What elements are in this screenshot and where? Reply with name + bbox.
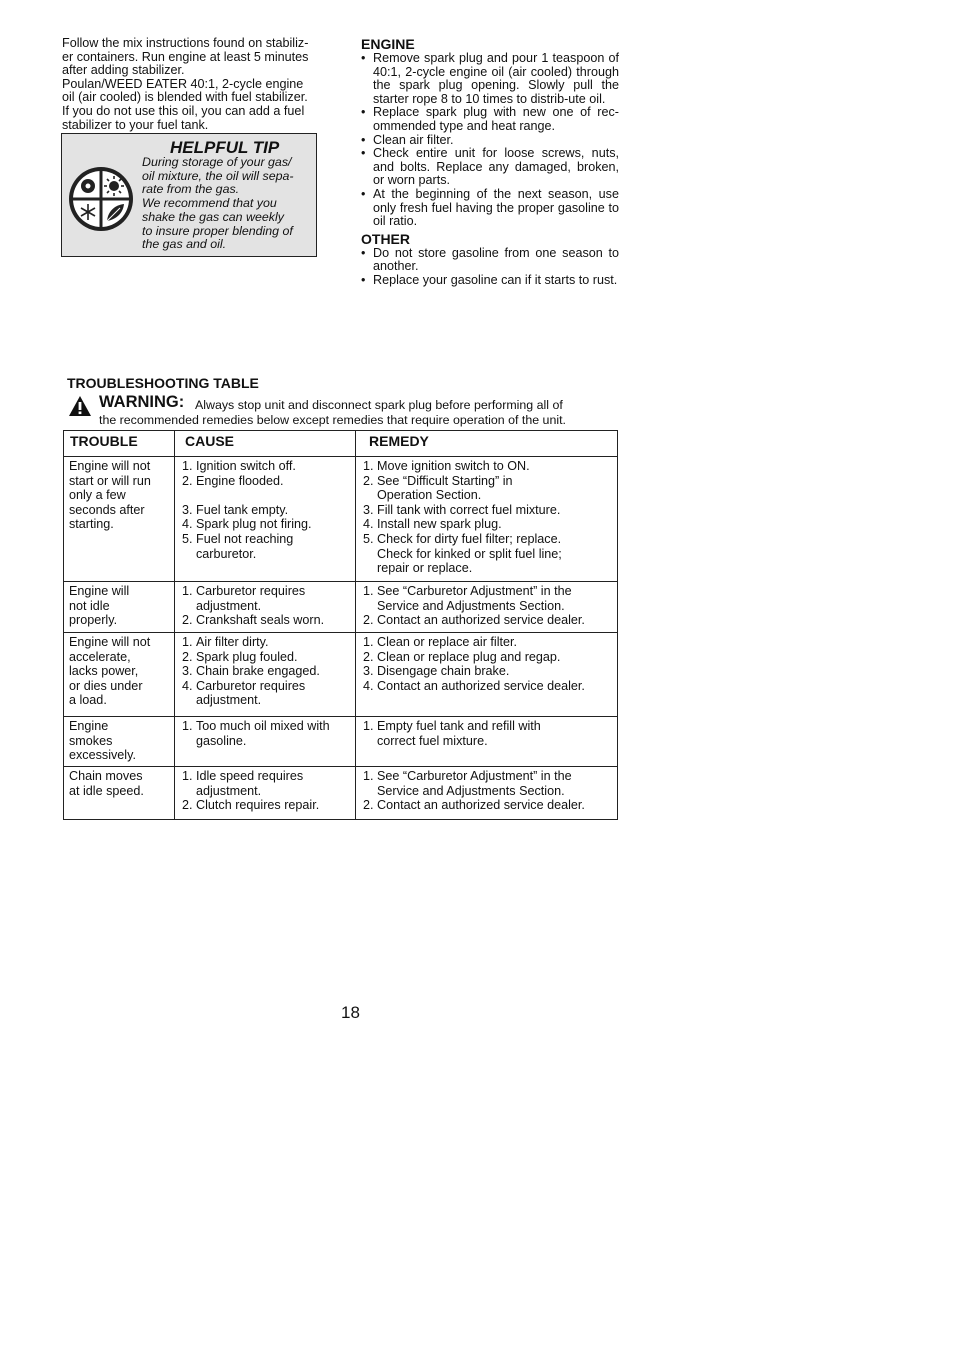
storage-instructions-column: [361, 36, 619, 290]
cause-cell: [175, 457, 356, 582]
remedy-line: Contact an authorized service dealer.: [377, 798, 585, 813]
other-list: [361, 247, 619, 288]
cause-line: carburetor.: [196, 546, 257, 561]
cause-number: 1.: [182, 769, 193, 783]
cause-item: [180, 517, 355, 532]
intro-line: If you do not use this oil, you can add a fuel: [62, 103, 305, 118]
cause-item: [180, 474, 355, 489]
remedy-line: See “Carburetor Adjustment” in the: [377, 769, 572, 783]
trouble-line: Engine: [69, 719, 109, 733]
engine-heading: ENGINE: [361, 36, 415, 52]
trouble-line: seconds after: [69, 502, 145, 517]
remedy-item: [361, 664, 617, 679]
remedy-line: Operation Section.: [377, 488, 482, 503]
cause-number: 2.: [182, 473, 193, 488]
intro-line: Follow the mix instructions found on stabiliz-: [62, 36, 309, 50]
remedy-number: 3.: [363, 664, 374, 679]
cause-item: [180, 769, 355, 798]
warning-label: WARNING:: [99, 393, 185, 411]
trouble-line: a load.: [69, 693, 107, 708]
trouble-line: smokes: [69, 733, 113, 748]
cause-number: 1.: [182, 635, 193, 649]
trouble-line: Engine will not: [69, 459, 151, 473]
cause-number: 1.: [182, 719, 193, 733]
trouble-line: accelerate,: [69, 649, 131, 664]
cause-number: 4.: [182, 678, 193, 693]
remedy-item: [361, 503, 617, 518]
cause-number: 3.: [182, 664, 193, 679]
trouble-cell: [64, 457, 175, 582]
list-item: • Replace your gasoline can if it starts to rust.: [361, 272, 618, 287]
intro-line: after adding stabilizer.: [62, 63, 185, 78]
remedy-cell: [356, 633, 618, 717]
remedy-cell: [356, 582, 618, 633]
trouble-cell: [64, 717, 175, 767]
trouble-line: or dies under: [69, 678, 143, 693]
helpful-tip-title: HELPFUL TIP: [170, 138, 280, 157]
trouble-line: only a few: [69, 488, 126, 503]
remedy-cell: [356, 767, 618, 820]
cause-line: Carburetor requires: [196, 584, 306, 598]
troubleshooting-title: TROUBLESHOOTING TABLE: [67, 375, 259, 391]
cause-item: [180, 650, 355, 665]
remedy-item: [361, 769, 617, 798]
cause-number: 1.: [182, 459, 193, 473]
remedy-line: Empty fuel tank and refill with: [377, 719, 541, 733]
table-header-row: [64, 431, 618, 457]
helpful-tip-text: [142, 156, 302, 252]
table-row: [64, 582, 618, 633]
remedy-line: Check for kinked or split fuel line;: [377, 546, 562, 561]
bullet-icon: •: [361, 245, 366, 260]
remedy-cell: [356, 717, 618, 767]
trouble-line: starting.: [69, 517, 114, 532]
tip-line: oil mixture, the oil will sepa-: [142, 168, 294, 183]
tip-line: During storage of your gas/: [142, 155, 292, 169]
intro-line: er containers. Run engine at least 5 minutes: [62, 49, 309, 64]
cause-line: Idle speed requires: [196, 769, 304, 783]
tip-line: shake the gas can weekly: [142, 209, 284, 224]
remedy-line: repair or replace.: [377, 561, 473, 576]
remedy-item: [361, 474, 617, 503]
remedy-line: Clean or replace air filter.: [377, 635, 517, 649]
cause-item: [180, 584, 355, 613]
remedy-item: [361, 798, 617, 813]
remedy-line: Clean or replace plug and regap.: [377, 649, 561, 664]
trouble-line: start or will run: [69, 473, 151, 488]
cause-line: Clutch requires repair.: [196, 798, 320, 813]
trouble-line: properly.: [69, 613, 118, 628]
cause-number: 2.: [182, 613, 193, 628]
list-item: • At the beginning of the next season, use only fresh fuel having the proper gasoline to oil ratio.: [361, 186, 619, 229]
tip-line: rate from the gas.: [142, 182, 240, 197]
bullet-icon: •: [361, 132, 366, 147]
cause-line: Fuel not reaching: [196, 531, 294, 546]
cause-number: 1.: [182, 584, 193, 598]
remedy-item: [361, 459, 617, 474]
table-row: [64, 457, 618, 582]
tip-line: to insure proper blending of: [142, 223, 293, 238]
remedy-cell: [356, 457, 618, 582]
remedy-line: correct fuel mixture.: [377, 733, 488, 748]
cause-cell: [175, 767, 356, 820]
storage-intro-paragraph: [62, 37, 322, 132]
remedy-line: Install new spark plug.: [377, 517, 502, 532]
cause-line: Air filter dirty.: [196, 635, 269, 649]
cause-line: Chain brake engaged.: [196, 664, 320, 679]
cause-line: Engine flooded.: [196, 473, 284, 488]
cause-line: gasoline.: [196, 733, 247, 748]
warning-text: Always stop unit and disconnect spark plug before performing all of: [195, 398, 563, 412]
header-remedy: REMEDY: [356, 431, 618, 457]
remedy-item: [361, 532, 617, 576]
remedy-number: 1.: [363, 719, 374, 733]
table-row: [64, 717, 618, 767]
trouble-line: not idle: [69, 598, 110, 613]
page-number: 18: [341, 1003, 360, 1022]
remedy-line: Check for dirty fuel filter; replace.: [377, 531, 562, 546]
list-item: • Replace spark plug with new one of rec-ommended type and heat range.: [361, 105, 619, 133]
remedy-number: 1.: [363, 769, 374, 783]
tip-line: the gas and oil.: [142, 237, 227, 252]
cause-number: 2.: [182, 798, 193, 813]
bullet-icon: •: [361, 146, 366, 161]
remedy-item: [361, 584, 617, 613]
remedy-line: See “Difficult Starting” in: [377, 473, 513, 488]
remedy-line: Contact an authorized service dealer.: [377, 613, 585, 628]
remedy-item: [361, 613, 617, 628]
troubleshooting-table-body: [64, 457, 618, 820]
cause-item: [180, 613, 355, 628]
cause-line: Spark plug not firing.: [196, 517, 312, 532]
cause-number: 5.: [182, 531, 193, 546]
header-cause: CAUSE: [175, 431, 356, 457]
cause-item: [180, 664, 355, 679]
bullet-icon: •: [361, 105, 366, 120]
remedy-number: 2.: [363, 649, 374, 664]
cause-cell: [175, 582, 356, 633]
table-row: [64, 767, 618, 820]
warning-text: the recommended remedies below except remedies that require operation of the unit.: [99, 413, 566, 427]
remedy-number: 1.: [363, 635, 374, 649]
trouble-line: at idle speed.: [69, 783, 144, 798]
remedy-number: 2.: [363, 473, 374, 488]
trouble-cell: [64, 633, 175, 717]
tip-line: We recommend that you: [142, 196, 277, 211]
trouble-line: Engine will not: [69, 635, 151, 649]
cause-line: Fuel tank empty.: [196, 502, 289, 517]
helpful-tip-box: [61, 133, 317, 257]
remedy-line: Contact an authorized service dealer.: [377, 678, 585, 693]
remedy-item: [361, 635, 617, 650]
intro-line: Poulan/WEED EATER 40:1, 2-cycle engine: [62, 76, 304, 91]
cause-line: adjustment.: [196, 598, 262, 613]
remedy-line: Service and Adjustments Section.: [377, 598, 565, 613]
remedy-number: 1.: [363, 584, 374, 598]
remedy-line: See “Carburetor Adjustment” in the: [377, 584, 572, 598]
remedy-item: [361, 650, 617, 665]
trouble-line: excessively.: [69, 748, 136, 763]
cause-item: [180, 679, 355, 708]
cause-item: [180, 532, 355, 561]
cause-item: [180, 503, 355, 518]
list-item: • Do not store gasoline from one season to another.: [361, 245, 619, 274]
other-heading: OTHER: [361, 230, 410, 247]
cause-cell: [175, 633, 356, 717]
cause-item: [180, 719, 355, 748]
cause-line: adjustment.: [196, 783, 262, 798]
trouble-line: lacks power,: [69, 664, 139, 679]
cause-line: adjustment.: [196, 693, 262, 708]
cause-item: [180, 459, 355, 474]
list-item: • Clean air filter.: [361, 132, 454, 147]
cause-line: Carburetor requires: [196, 678, 306, 693]
cause-line: Ignition switch off.: [196, 459, 296, 473]
trouble-cell: [64, 582, 175, 633]
cause-cell: [175, 717, 356, 767]
trouble-line: Chain moves: [69, 769, 143, 783]
trouble-cell: [64, 767, 175, 820]
remedy-number: 2.: [363, 798, 374, 813]
remedy-number: 4.: [363, 678, 374, 693]
remedy-number: 5.: [363, 531, 374, 546]
remedy-number: 3.: [363, 502, 374, 517]
cause-line: Spark plug fouled.: [196, 649, 298, 664]
remedy-line: Service and Adjustments Section.: [377, 783, 565, 798]
table-row: [64, 633, 618, 717]
header-trouble: TROUBLE: [64, 431, 175, 457]
remedy-line: Fill tank with correct fuel mixture.: [377, 502, 561, 517]
warning-triangle-icon: [68, 395, 92, 417]
bullet-icon: •: [361, 272, 366, 287]
cause-line: Too much oil mixed with: [196, 719, 330, 733]
remedy-number: 1.: [363, 459, 374, 473]
spacer: [180, 488, 355, 503]
cause-number: 4.: [182, 517, 193, 532]
cause-number: 2.: [182, 649, 193, 664]
list-item: • Remove spark plug and pour 1 teaspoon of 40:1, 2-cycle engine oil (air cooled) through the spark plug opening. Slowly pull the starter rope 8 to 10 times to distrib-ute oil.: [361, 51, 619, 106]
trouble-line: Engine will: [69, 584, 130, 598]
remedy-line: Move ignition switch to ON.: [377, 459, 530, 473]
remedy-item: [361, 517, 617, 532]
list-item: • Check entire unit for loose screws, nuts, and bolts. Replace any damaged, broken, or worn parts.: [361, 146, 619, 188]
cause-item: [180, 635, 355, 650]
troubleshooting-table: [63, 430, 618, 820]
remedy-item: [361, 719, 617, 748]
remedy-item: [361, 679, 617, 694]
remedy-number: 2.: [363, 613, 374, 628]
remedy-line: Disengage chain brake.: [377, 664, 510, 679]
intro-line: oil (air cooled) is blended with fuel stabilizer.: [62, 90, 308, 105]
remedy-number: 4.: [363, 517, 374, 532]
cause-number: 3.: [182, 502, 193, 517]
cause-item: [180, 798, 355, 813]
cause-line: Crankshaft seals worn.: [196, 613, 325, 628]
engine-list: [361, 52, 619, 229]
seasons-emblem-icon: [68, 166, 134, 232]
bullet-icon: •: [361, 186, 366, 201]
bullet-icon: •: [361, 51, 366, 65]
intro-line: stabilizer to your fuel tank.: [62, 117, 209, 132]
